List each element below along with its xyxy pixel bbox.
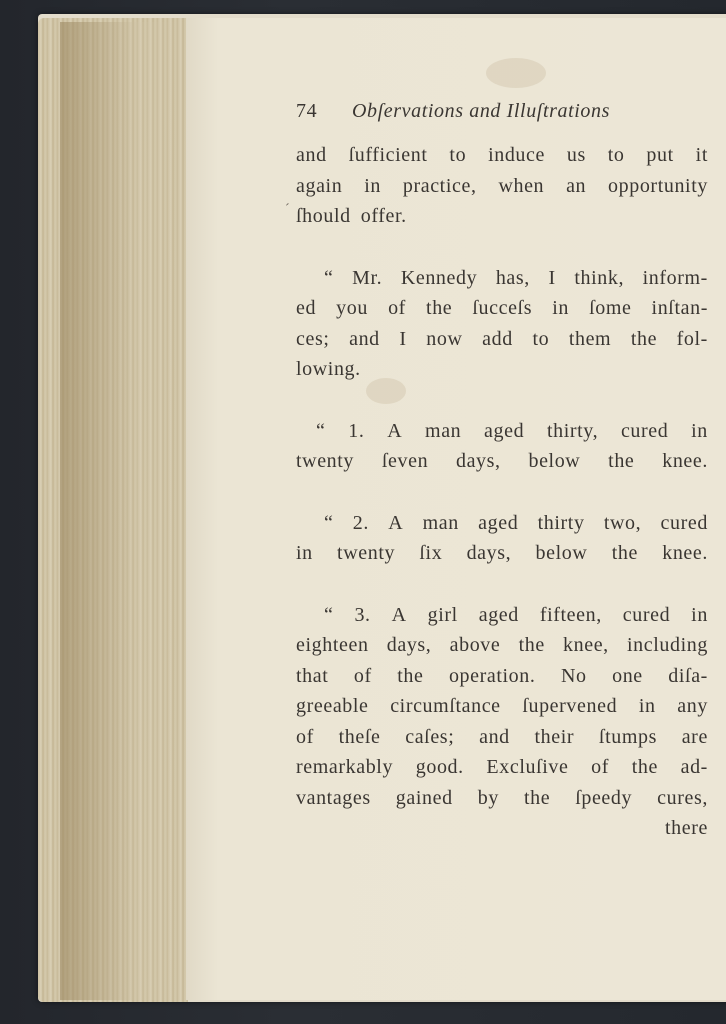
word: good. xyxy=(415,756,464,778)
word: circumſtance xyxy=(390,695,501,717)
word: A xyxy=(391,603,407,626)
word: opportunity xyxy=(608,174,708,197)
word: the xyxy=(523,786,551,809)
catchword xyxy=(296,813,708,844)
text-line xyxy=(296,263,708,294)
body-text xyxy=(296,140,708,844)
word: thirty, xyxy=(546,419,599,442)
word: theſe xyxy=(338,725,381,748)
page-header xyxy=(296,100,708,140)
text-line xyxy=(296,416,708,447)
word: remarkably xyxy=(296,756,394,778)
word: of xyxy=(388,297,406,319)
running-title: Obſervations and Illuſtrations xyxy=(352,100,610,122)
word: 2. xyxy=(352,511,369,534)
text-line xyxy=(296,354,708,385)
word: it xyxy=(695,144,708,166)
word: “ xyxy=(324,603,334,626)
word: of xyxy=(296,725,314,748)
paragraph-gap xyxy=(296,385,708,416)
paragraph-gap xyxy=(296,477,708,508)
word: cured xyxy=(660,511,708,534)
word: think, xyxy=(574,266,625,289)
word: cured xyxy=(620,419,669,442)
word: thirty xyxy=(537,511,585,534)
text-line xyxy=(296,293,708,324)
word: when xyxy=(498,174,545,197)
word: ſupervened xyxy=(522,695,618,717)
word: the xyxy=(397,664,424,687)
word: lowing. xyxy=(296,358,361,380)
word: “ xyxy=(324,266,334,289)
text-line xyxy=(296,600,708,631)
text-line xyxy=(296,538,708,569)
word: to xyxy=(532,327,550,350)
word: inſtan- xyxy=(651,297,708,319)
word: eighteen xyxy=(296,634,369,656)
word: put xyxy=(646,144,674,166)
word: an xyxy=(566,174,587,197)
word: their xyxy=(534,725,575,748)
word: the xyxy=(426,297,453,319)
page-text xyxy=(296,100,708,844)
paragraph xyxy=(296,508,708,569)
word: in xyxy=(364,174,381,197)
text-line xyxy=(296,630,708,661)
word: “ xyxy=(324,511,334,534)
word: ſix xyxy=(419,542,443,564)
text-line xyxy=(296,508,708,539)
text-line xyxy=(296,171,708,202)
ink-mark: ˊ xyxy=(285,202,290,217)
word: 3. xyxy=(354,603,371,626)
paragraph xyxy=(296,140,708,232)
text-line xyxy=(296,140,708,171)
word: fol- xyxy=(676,327,708,350)
word: “ xyxy=(316,419,326,442)
word: that xyxy=(296,664,329,687)
word: knee. xyxy=(662,542,708,564)
word: now xyxy=(426,327,463,350)
word: the xyxy=(630,327,658,350)
word: above xyxy=(449,634,501,656)
word: any xyxy=(677,695,708,717)
word: inform- xyxy=(642,266,708,289)
word: man xyxy=(425,419,462,442)
word: cured xyxy=(622,603,671,626)
paragraph-gap xyxy=(296,569,708,600)
text-line xyxy=(296,722,708,753)
text-line xyxy=(296,201,708,232)
word: ſtumps xyxy=(598,725,657,748)
word: the xyxy=(631,756,658,778)
word: them xyxy=(568,327,612,350)
word: and xyxy=(296,144,327,166)
word: knee. xyxy=(662,450,708,472)
word: two, xyxy=(603,511,642,534)
word: I xyxy=(548,266,556,289)
word: induce xyxy=(488,144,545,166)
word: twenty xyxy=(296,450,355,472)
word: ed xyxy=(296,297,317,319)
word: fifteen, xyxy=(539,603,602,626)
word: days, xyxy=(455,450,501,472)
word: ad- xyxy=(680,756,708,778)
word: in xyxy=(638,695,656,717)
word: vantages xyxy=(296,786,371,809)
word: ſpeedy xyxy=(575,786,633,809)
word: days, xyxy=(386,634,432,656)
page-edge-shadow xyxy=(60,22,190,1000)
word: add xyxy=(482,327,513,350)
word: again xyxy=(296,174,343,197)
word: in xyxy=(552,297,569,319)
word: are xyxy=(681,725,708,748)
word: A xyxy=(388,511,404,534)
word: the xyxy=(608,450,635,472)
word: ſucceſs xyxy=(472,297,533,319)
word: knee, xyxy=(563,634,609,656)
word: gained xyxy=(395,786,453,809)
text-line xyxy=(296,446,708,477)
word: ſome xyxy=(589,297,632,319)
text-line xyxy=(296,324,708,355)
word: us xyxy=(566,144,586,166)
word: 1. xyxy=(348,419,365,442)
word: and xyxy=(349,327,380,350)
word: Mr. xyxy=(352,266,383,289)
word: below xyxy=(535,542,588,564)
word: to xyxy=(607,144,625,166)
word: cures, xyxy=(657,786,708,809)
text-line xyxy=(296,752,708,783)
word: diſa- xyxy=(668,664,708,687)
paragraph xyxy=(296,600,708,844)
word: days, xyxy=(466,542,512,564)
word: caſes; xyxy=(405,725,455,748)
word: twenty xyxy=(337,542,396,564)
word: of xyxy=(353,664,372,687)
catchword-text: there xyxy=(665,817,708,839)
paragraph xyxy=(296,416,708,477)
word: ces; xyxy=(296,327,330,350)
word: in xyxy=(691,603,708,626)
word: aged xyxy=(478,511,519,534)
word: A xyxy=(387,419,403,442)
word: has, xyxy=(495,266,530,289)
word: aged xyxy=(478,603,519,626)
word: including xyxy=(627,634,708,656)
word: operation. xyxy=(448,664,536,687)
word: No xyxy=(560,664,587,687)
word: to xyxy=(449,144,467,166)
text-line xyxy=(296,661,708,692)
text-line xyxy=(296,691,708,722)
word: greeable xyxy=(296,695,369,717)
word: and xyxy=(479,725,510,748)
paragraph-gap xyxy=(296,232,708,263)
word: girl xyxy=(427,603,458,626)
word: man xyxy=(422,511,459,534)
page-number: 74 xyxy=(296,100,318,122)
word: Kennedy xyxy=(400,266,478,289)
word: ſeven xyxy=(381,450,429,472)
word: in xyxy=(296,542,313,564)
word: the xyxy=(518,634,545,656)
word: ſhould xyxy=(296,205,351,227)
word: one xyxy=(612,664,643,687)
word: of xyxy=(591,756,610,778)
paper-stain xyxy=(486,58,546,88)
word: aged xyxy=(484,419,525,442)
text-line xyxy=(296,783,708,814)
word: the xyxy=(611,542,638,564)
word: below xyxy=(528,450,581,472)
paragraph xyxy=(296,263,708,385)
word: by xyxy=(477,786,499,809)
word: I xyxy=(399,327,407,350)
word: you xyxy=(336,297,368,319)
word: ſufficient xyxy=(348,144,428,166)
word: practice, xyxy=(402,174,477,197)
word: in xyxy=(691,419,708,442)
word: offer. xyxy=(360,205,407,227)
word: Excluſive xyxy=(486,756,569,778)
